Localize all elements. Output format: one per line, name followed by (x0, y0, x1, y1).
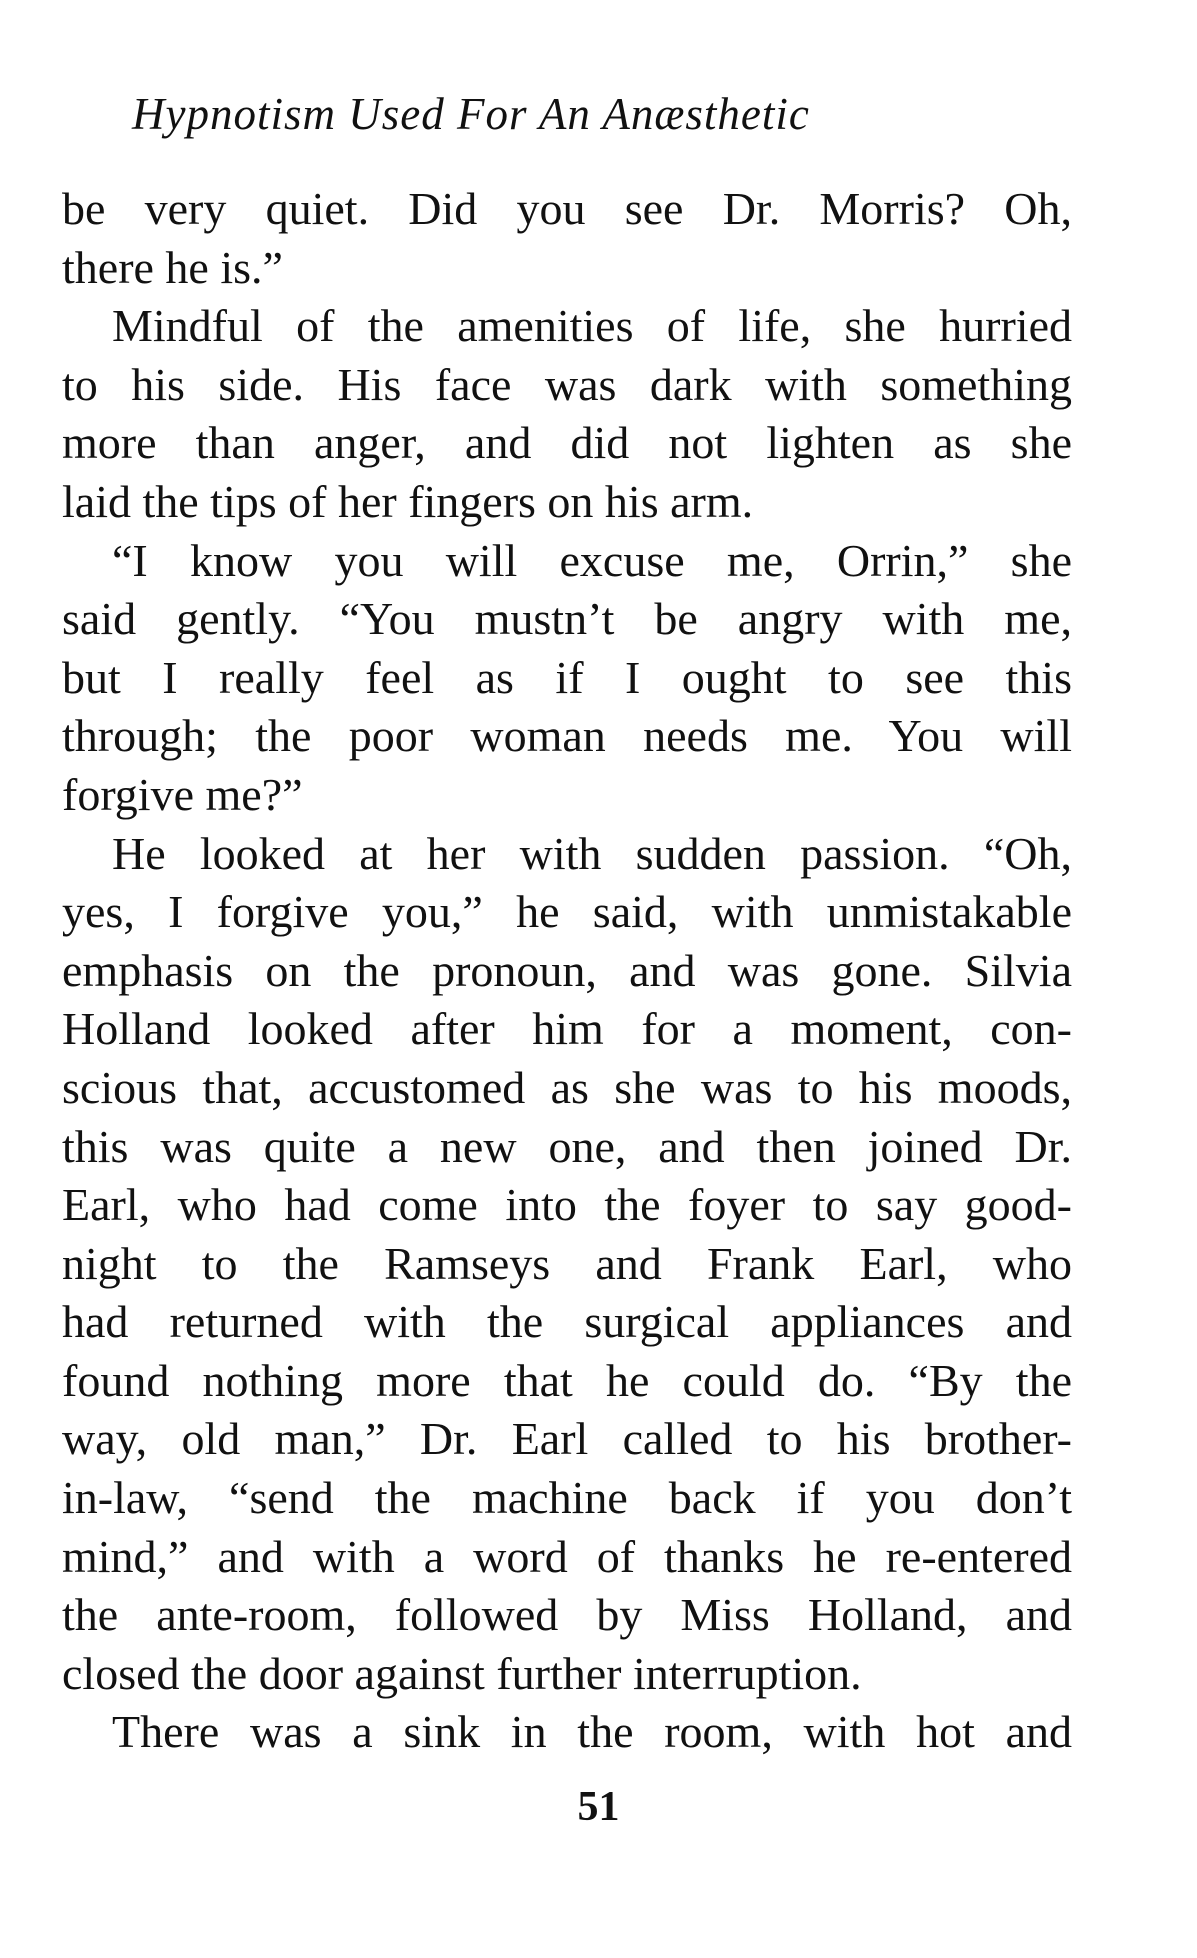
running-header: Hypnotism Used For An Anæsthetic (132, 89, 810, 139)
text-line: more than anger, and did not lighten as she (62, 417, 1072, 469)
text-line: Earl, who had come into the foyer to say good- (62, 1179, 1072, 1231)
text-line: in-law, “send the machine back if you don’t (62, 1472, 1072, 1524)
text-line: there he is.” (62, 241, 283, 293)
text-line: this was quite a new one, and then joined Dr. (62, 1120, 1072, 1172)
text-line: mind,” and with a word of thanks he re-entered (62, 1530, 1072, 1582)
page-number: 51 (577, 1784, 620, 1830)
text-line: laid the tips of her fingers on his arm. (62, 475, 754, 527)
paragraph-start-line: Mindful of the amenities of life, she hurried (112, 300, 1072, 352)
text-line: said gently. “You mustn’t be angry with me, (62, 593, 1072, 645)
text-line: Holland looked after him for a moment, con- (62, 1003, 1072, 1055)
text-line: closed the door against further interruption. (62, 1647, 862, 1699)
text-line: yes, I forgive you,” he said, with unmistakable (62, 886, 1072, 938)
text-line: emphasis on the pronoun, and was gone. Silvia (62, 944, 1072, 996)
text-line: night to the Ramseys and Frank Earl, who (62, 1237, 1072, 1289)
text-line: forgive me?” (62, 768, 303, 820)
text-line: but I really feel as if I ought to see this (62, 651, 1072, 703)
paragraph-start-line: “I know you will excuse me, Orrin,” she (112, 534, 1072, 586)
paragraph-start-line: There was a sink in the room, with hot and (112, 1706, 1072, 1758)
body-text (62, 180, 1072, 1762)
text-line: to his side. His face was dark with something (62, 358, 1072, 410)
text-line: had returned with the surgical appliances and (62, 1296, 1072, 1348)
text-line: be very quiet. Did you see Dr. Morris? Oh, (62, 183, 1072, 234)
text-line: way, old man,” Dr. Earl called to his brother- (62, 1413, 1072, 1465)
text-line: found nothing more that he could do. “By the (62, 1354, 1072, 1406)
paragraph-start-line: He looked at her with sudden passion. “Oh, (112, 827, 1072, 879)
text-line: the ante-room, followed by Miss Holland, and (62, 1589, 1072, 1641)
text-line: through; the poor woman needs me. You will (62, 710, 1072, 762)
text-line: scious that, accustomed as she was to his moods, (62, 1061, 1072, 1113)
